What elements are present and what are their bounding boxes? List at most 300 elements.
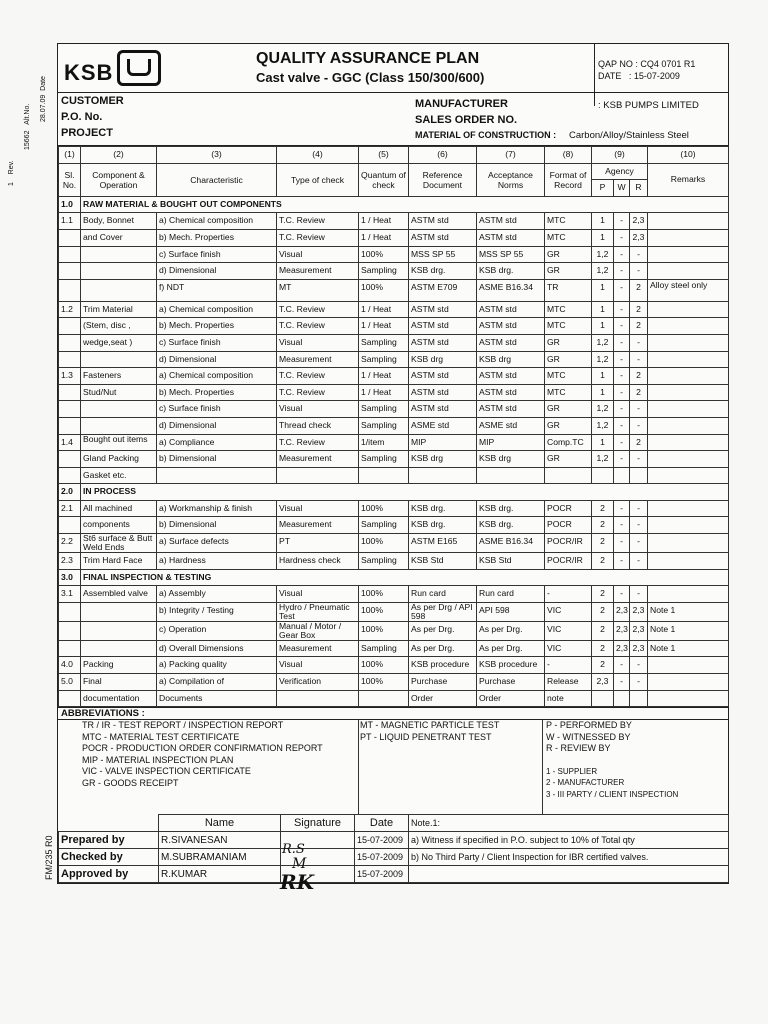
header-agency: Agency — [592, 163, 648, 180]
signoff-role: Checked by — [59, 849, 159, 866]
cell-ch: b) Dimensional — [157, 451, 277, 468]
abbreviation-item: W - WITNESSED BY — [546, 731, 631, 742]
table-row — [59, 417, 729, 434]
signature-prepared: R.S — [282, 842, 305, 857]
cell-acc: ASME std — [477, 417, 545, 434]
cell-fmt: VIC — [545, 602, 592, 621]
cell-q: 100% — [359, 674, 409, 691]
cell-p: 2,3 — [592, 674, 614, 691]
cell-acc: ASTM std — [477, 213, 545, 230]
cell-rem — [648, 301, 729, 318]
cell-ref: MSS SP 55 — [409, 246, 477, 263]
abbreviations-list-3 — [546, 720, 678, 800]
cell-q: Sampling — [359, 640, 409, 657]
cell-no — [59, 384, 81, 401]
customer-label: CUSTOMER — [61, 95, 124, 107]
cell-ref: ASTM std — [409, 213, 477, 230]
cell-no — [59, 318, 81, 335]
cell-ch: d) Dimensional — [157, 417, 277, 434]
cell-comp: Body, Bonnet — [81, 213, 157, 230]
cell-no — [59, 401, 81, 418]
table-row — [59, 586, 729, 603]
cell-r: 2,3 — [630, 621, 648, 640]
cell-ref: ASME std — [409, 417, 477, 434]
cell-type: Visual — [277, 657, 359, 674]
table-row — [59, 301, 729, 318]
cell-type: Thread check — [277, 417, 359, 434]
material-label: MATERIAL OF CONSTRUCTION : — [415, 130, 557, 140]
cell-ref — [409, 467, 477, 484]
cell-q: 100% — [359, 279, 409, 301]
cell-q: 100% — [359, 657, 409, 674]
cell-acc: Order — [477, 690, 545, 707]
table-row — [59, 213, 729, 230]
cell-rem — [648, 401, 729, 418]
cell-w: - — [614, 434, 630, 451]
cell-rem — [648, 690, 729, 707]
cell-type: Visual — [277, 246, 359, 263]
abbreviation-item: MTC - MATERIAL TEST CERTIFICATE — [82, 731, 240, 742]
cell-r — [630, 467, 648, 484]
column-number: (9) — [592, 147, 648, 164]
cell-fmt: GR — [545, 401, 592, 418]
cell-comp: Fasteners — [81, 368, 157, 385]
cell-acc: KSB procedure — [477, 657, 545, 674]
cell-ref: Order — [409, 690, 477, 707]
cell-comp: wedge,seat ) — [81, 334, 157, 351]
cell-rem — [648, 213, 729, 230]
cell-w: - — [614, 263, 630, 280]
cell-r: - — [630, 351, 648, 368]
cell-ch: d) Dimensional — [157, 351, 277, 368]
signoff-name-header: Name — [159, 815, 281, 832]
cell-r: - — [630, 517, 648, 534]
section-title: RAW MATERIAL & BOUGHT OUT COMPONENTS — [81, 196, 729, 213]
cell-rem — [648, 586, 729, 603]
table-row — [59, 368, 729, 385]
cell-acc: ASTM std — [477, 229, 545, 246]
signoff-name: R.SIVANESAN — [159, 832, 281, 849]
table-row — [59, 621, 729, 640]
cell-q: 1 / Heat — [359, 229, 409, 246]
qap-date: : 15-07-2009 — [628, 71, 680, 81]
cell-r: - — [630, 246, 648, 263]
cell-ch: d) Dimensional — [157, 263, 277, 280]
cell-rem: Note 1 — [648, 621, 729, 640]
cell-q: Sampling — [359, 417, 409, 434]
cell-no: 1.1 — [59, 213, 81, 230]
cell-comp: (Stem, disc , — [81, 318, 157, 335]
header-agency-r: R — [630, 180, 648, 197]
cell-r: - — [630, 263, 648, 280]
cell-w — [614, 690, 630, 707]
cell-comp — [81, 602, 157, 621]
cell-acc: As per Drg. — [477, 621, 545, 640]
manufacturer-label: MANUFACTURER — [415, 98, 508, 110]
cell-rem — [648, 434, 729, 451]
cell-w: - — [614, 213, 630, 230]
signoff-header-row — [59, 815, 729, 832]
column-number: (2) — [81, 147, 157, 164]
cell-no — [59, 602, 81, 621]
cell-w: - — [614, 534, 630, 553]
cell-ref: KSB procedure — [409, 657, 477, 674]
cell-ref: As per Drg. — [409, 640, 477, 657]
cell-rem: Note 1 — [648, 640, 729, 657]
section-number: 3.0 — [59, 569, 81, 586]
cell-fmt: - — [545, 586, 592, 603]
qap-number: CQ4 0701 R1 — [640, 59, 696, 69]
cell-comp — [81, 246, 157, 263]
cell-r: - — [630, 534, 648, 553]
qap-number-block: QAP NO : CQ4 0701 R1 DATE : 15-07-2009 — [594, 44, 695, 106]
cell-p: 2 — [592, 500, 614, 517]
cell-q: Sampling — [359, 334, 409, 351]
table-row — [59, 534, 729, 553]
cell-p: 1 — [592, 213, 614, 230]
inspection-table — [58, 146, 729, 707]
cell-p: 1,2 — [592, 246, 614, 263]
cell-ch: b) Integrity / Testing — [157, 602, 277, 621]
cell-w: - — [614, 674, 630, 691]
cell-ch: b) Mech. Properties — [157, 229, 277, 246]
cell-ch: c) Surface finish — [157, 334, 277, 351]
header-component: Component & Operation — [81, 163, 157, 196]
cell-ch: a) Compliance — [157, 434, 277, 451]
cell-type: Measurement — [277, 640, 359, 657]
section-row — [59, 484, 729, 501]
table-row — [59, 500, 729, 517]
column-number: (5) — [359, 147, 409, 164]
cell-fmt: MTC — [545, 384, 592, 401]
cell-rem — [648, 534, 729, 553]
cell-w: - — [614, 334, 630, 351]
cell-r: - — [630, 401, 648, 418]
cell-p — [592, 690, 614, 707]
cell-q — [359, 690, 409, 707]
cell-ch: c) Surface finish — [157, 246, 277, 263]
cell-type: T.C. Review — [277, 318, 359, 335]
cell-rem — [648, 500, 729, 517]
cell-acc: MSS SP 55 — [477, 246, 545, 263]
cell-rem — [648, 417, 729, 434]
table-row — [59, 279, 729, 301]
abbreviation-item: 1 - SUPPLIER — [546, 766, 598, 776]
cell-type: Hydro / Pneumatic Test — [277, 602, 359, 621]
signoff-note: a) Witness if specified in P.O. subject to 10% of Total qty — [409, 832, 729, 849]
cell-w: - — [614, 657, 630, 674]
signoff-note — [409, 866, 729, 883]
cell-no — [59, 279, 81, 301]
cell-fmt — [545, 467, 592, 484]
cell-q: Sampling — [359, 401, 409, 418]
cell-q: 100% — [359, 586, 409, 603]
cell-rem — [648, 384, 729, 401]
cell-w: - — [614, 417, 630, 434]
cell-ref: KSB drg. — [409, 517, 477, 534]
cell-ref: ASTM std — [409, 334, 477, 351]
table-row — [59, 318, 729, 335]
cell-type: Measurement — [277, 451, 359, 468]
cell-q: 100% — [359, 246, 409, 263]
header-acceptance: Acceptance Norms — [477, 163, 545, 196]
table-row — [59, 602, 729, 621]
cell-fmt: TR — [545, 279, 592, 301]
cell-r: 2,3 — [630, 640, 648, 657]
cell-q: Sampling — [359, 351, 409, 368]
cell-comp — [81, 640, 157, 657]
cell-ref: ASTM std — [409, 301, 477, 318]
cell-no — [59, 246, 81, 263]
cell-acc: ASTM std — [477, 401, 545, 418]
cell-type: Visual — [277, 334, 359, 351]
cell-r: - — [630, 674, 648, 691]
cell-w — [614, 467, 630, 484]
table-row — [59, 517, 729, 534]
cell-no: 1.3 — [59, 368, 81, 385]
cell-r: 2,3 — [630, 602, 648, 621]
cell-fmt: Release — [545, 674, 592, 691]
signoff-date: 15-07-2009 — [355, 866, 409, 883]
signoff-name: M.SUBRAMANIAM — [159, 849, 281, 866]
cell-acc: KSB drg — [477, 351, 545, 368]
cell-type: T.C. Review — [277, 301, 359, 318]
section-number: 2.0 — [59, 484, 81, 501]
cell-q: 1 / Heat — [359, 213, 409, 230]
cell-ref: ASTM E165 — [409, 534, 477, 553]
signoff-table — [58, 814, 729, 883]
cell-ch: b) Mech. Properties — [157, 318, 277, 335]
cell-p: 1,2 — [592, 401, 614, 418]
cell-q: 100% — [359, 534, 409, 553]
cell-acc: KSB drg — [477, 451, 545, 468]
cell-q: Sampling — [359, 451, 409, 468]
cell-r: - — [630, 451, 648, 468]
cell-r: - — [630, 334, 648, 351]
table-row — [59, 351, 729, 368]
cell-type: Measurement — [277, 351, 359, 368]
cell-p: 2 — [592, 534, 614, 553]
cell-r: - — [630, 417, 648, 434]
cell-rem — [648, 318, 729, 335]
header-characteristic: Characteristic — [157, 163, 277, 196]
cell-p: 1 — [592, 279, 614, 301]
cell-no: 4.0 — [59, 657, 81, 674]
cell-fmt: - — [545, 657, 592, 674]
cell-fmt: GR — [545, 451, 592, 468]
cell-r: 2 — [630, 434, 648, 451]
cell-rem — [648, 351, 729, 368]
header-quantum: Quantum of check — [359, 163, 409, 196]
cell-w: - — [614, 451, 630, 468]
cell-fmt: GR — [545, 263, 592, 280]
abbreviations-title: ABBREVIATIONS : — [58, 708, 728, 720]
section-title: FINAL INSPECTION & TESTING — [81, 569, 729, 586]
cell-no — [59, 263, 81, 280]
table-row — [59, 401, 729, 418]
cell-ch: a) Surface defects — [157, 534, 277, 553]
cell-w: 2,3 — [614, 602, 630, 621]
cell-no — [59, 334, 81, 351]
column-number: (7) — [477, 147, 545, 164]
abbreviation-item: R - REVIEW BY — [546, 743, 611, 754]
cell-w: - — [614, 368, 630, 385]
customer-info — [58, 93, 728, 146]
cell-rem — [648, 229, 729, 246]
cell-w: - — [614, 229, 630, 246]
cell-no: 2.2 — [59, 534, 81, 553]
ksb-logo: KSB — [64, 50, 161, 86]
cell-no — [59, 417, 81, 434]
cell-ref: ASTM std — [409, 384, 477, 401]
cell-comp: documentation — [81, 690, 157, 707]
table-row — [59, 263, 729, 280]
cell-p: 2 — [592, 517, 614, 534]
cell-acc: Purchase — [477, 674, 545, 691]
cell-rem: Alloy steel only — [648, 279, 729, 301]
column-number-row — [59, 147, 729, 164]
cell-r: - — [630, 586, 648, 603]
cell-no — [59, 640, 81, 657]
cell-type: Measurement — [277, 263, 359, 280]
cell-comp: Bought out items — [81, 434, 157, 451]
material-value: Carbon/Alloy/Stainless Steel — [569, 130, 689, 141]
cell-type: Visual — [277, 586, 359, 603]
cell-no — [59, 467, 81, 484]
cell-type: T.C. Review — [277, 434, 359, 451]
signoff-corner — [59, 815, 159, 832]
cell-w: - — [614, 401, 630, 418]
cell-ch: a) Assembly — [157, 586, 277, 603]
cell-ch: f) NDT — [157, 279, 277, 301]
cell-type: Visual — [277, 401, 359, 418]
cell-p: 1 — [592, 301, 614, 318]
cell-comp: Packing — [81, 657, 157, 674]
section-row — [59, 196, 729, 213]
cell-ref: As per Drg. — [409, 621, 477, 640]
cell-p: 1 — [592, 434, 614, 451]
cell-comp: Final — [81, 674, 157, 691]
cell-acc: KSB drg. — [477, 517, 545, 534]
cell-ref: KSB Std — [409, 553, 477, 570]
cell-comp — [81, 417, 157, 434]
column-number: (4) — [277, 147, 359, 164]
cell-ch: a) Chemical composition — [157, 213, 277, 230]
cell-w: - — [614, 384, 630, 401]
cell-rem — [648, 553, 729, 570]
abbreviation-item: PT - LIQUID PENETRANT TEST — [360, 731, 492, 742]
cell-no: 2.1 — [59, 500, 81, 517]
cell-fmt: MTC — [545, 213, 592, 230]
abbreviation-item: MIP - MATERIAL INSPECTION PLAN — [82, 754, 234, 765]
abbreviation-item: POCR - PRODUCTION ORDER CONFIRMATION REPORT — [82, 743, 323, 754]
cell-ch: b) Dimensional — [157, 517, 277, 534]
table-row — [59, 640, 729, 657]
cell-ref: ASTM std — [409, 229, 477, 246]
cell-r: 2 — [630, 368, 648, 385]
cell-no: 5.0 — [59, 674, 81, 691]
cell-p: 2 — [592, 602, 614, 621]
cell-w: - — [614, 246, 630, 263]
cell-fmt: VIC — [545, 640, 592, 657]
cell-ch: c) Surface finish — [157, 401, 277, 418]
cell-ch: a) Packing quality — [157, 657, 277, 674]
cell-comp — [81, 279, 157, 301]
cell-type: Manual / Motor / Gear Box — [277, 621, 359, 640]
header-format: Format of Record — [545, 163, 592, 196]
cell-q: Sampling — [359, 263, 409, 280]
cell-q: 1 / Heat — [359, 368, 409, 385]
signoff-date: 15-07-2009 — [355, 832, 409, 849]
cell-type: T.C. Review — [277, 384, 359, 401]
table-row — [59, 690, 729, 707]
abbreviations-list-1 — [82, 720, 359, 814]
cell-fmt: MTC — [545, 368, 592, 385]
qa-plan-sheet — [57, 43, 729, 884]
cell-fmt: MTC — [545, 318, 592, 335]
table-row — [59, 451, 729, 468]
cell-fmt: VIC — [545, 621, 592, 640]
cell-w: 2,3 — [614, 640, 630, 657]
cell-ref: KSB drg. — [409, 500, 477, 517]
header-type: Type of check — [277, 163, 359, 196]
cell-rem — [648, 517, 729, 534]
cell-rem — [648, 368, 729, 385]
signoff-role: Prepared by — [59, 832, 159, 849]
cell-comp: Gasket etc. — [81, 467, 157, 484]
cell-type: Verification — [277, 674, 359, 691]
cell-w: - — [614, 279, 630, 301]
cell-fmt: GR — [545, 417, 592, 434]
cell-rem — [648, 467, 729, 484]
cell-type: T.C. Review — [277, 229, 359, 246]
cell-acc: KSB drg. — [477, 500, 545, 517]
cell-type: PT — [277, 534, 359, 553]
table-row — [59, 467, 729, 484]
cell-acc: ASME B16.34 — [477, 279, 545, 301]
cell-ref: KSB drg. — [409, 263, 477, 280]
cell-ch: Documents — [157, 690, 277, 707]
cell-ref: ASTM std — [409, 401, 477, 418]
cell-acc — [477, 467, 545, 484]
abbreviation-item: 2 - MANUFACTURER — [546, 778, 625, 788]
cell-acc: Run card — [477, 586, 545, 603]
cell-p: 1 — [592, 368, 614, 385]
cell-no — [59, 621, 81, 640]
cell-q: 1/item — [359, 434, 409, 451]
cell-w: - — [614, 586, 630, 603]
cell-r — [630, 690, 648, 707]
cell-p: 2 — [592, 640, 614, 657]
form-number: FM/235 R0 — [44, 835, 54, 880]
cell-rem — [648, 657, 729, 674]
cell-fmt: MTC — [545, 301, 592, 318]
section-row — [59, 569, 729, 586]
cell-q: 1 / Heat — [359, 384, 409, 401]
cell-acc: ASTM std — [477, 301, 545, 318]
column-number: (3) — [157, 147, 277, 164]
signoff-date-header: Date — [355, 815, 409, 832]
cell-acc: ASTM std — [477, 384, 545, 401]
cell-q: Sampling — [359, 553, 409, 570]
cell-type — [277, 467, 359, 484]
cell-no: 2.3 — [59, 553, 81, 570]
cell-no — [59, 351, 81, 368]
column-number: (1) — [59, 147, 81, 164]
cell-r: 2 — [630, 279, 648, 301]
cell-p: 2 — [592, 553, 614, 570]
cell-type: Measurement — [277, 517, 359, 534]
